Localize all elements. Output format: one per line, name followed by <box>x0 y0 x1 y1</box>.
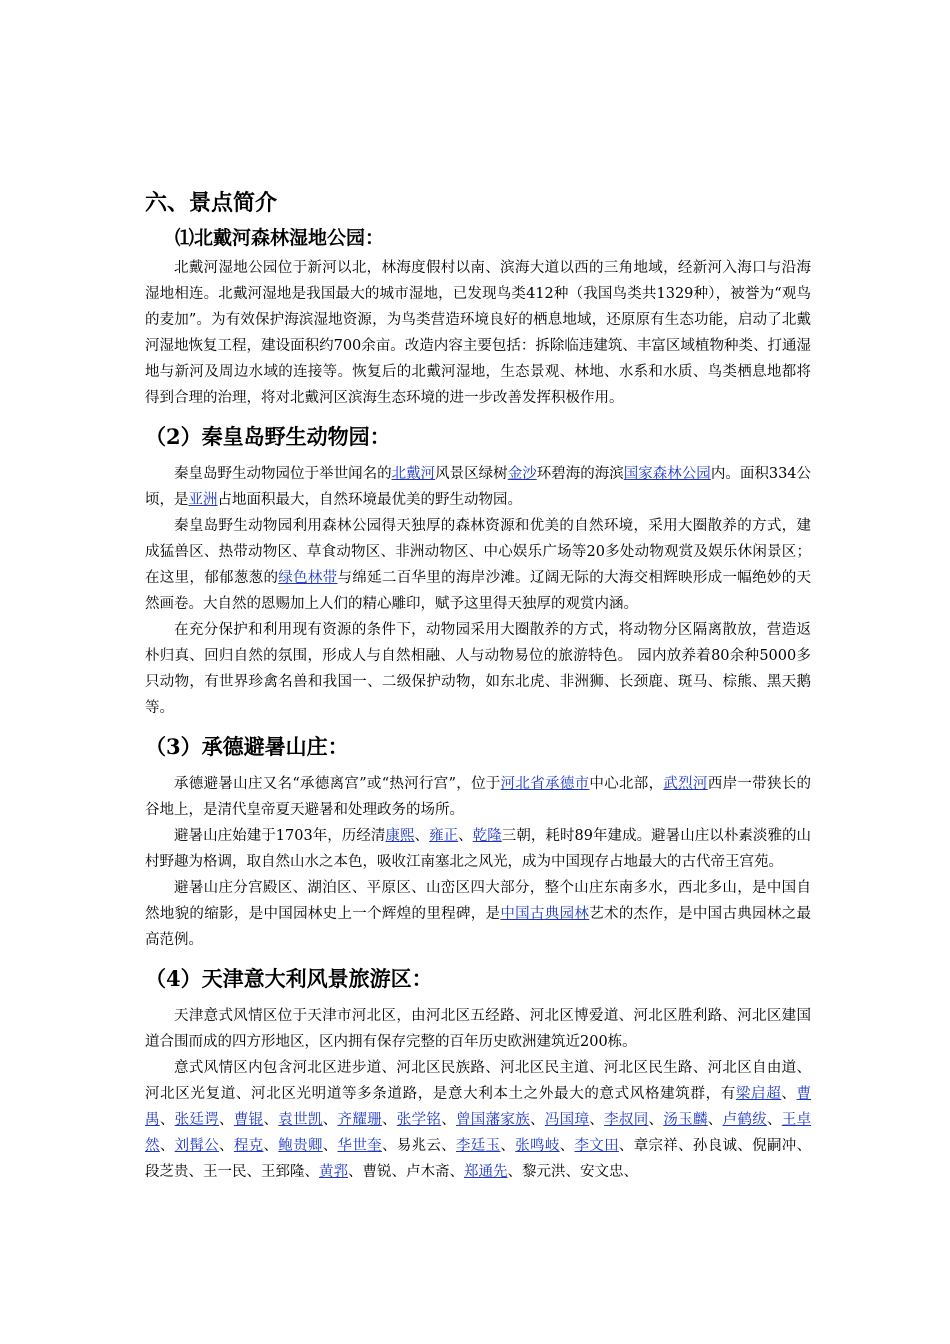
heading-tianjin-italian-zone: （4）天津意大利风景旅游区： <box>145 966 433 991</box>
link-person-name[interactable]: 袁世凯 <box>278 1112 323 1128</box>
document-content <box>145 185 811 1185</box>
link-person-name[interactable]: 鲍贵卿 <box>278 1138 323 1154</box>
resident-name-links-2: 李廷玉、张鸣岐、李文田 <box>456 1138 619 1154</box>
link-person-name[interactable]: 程克 <box>233 1138 264 1154</box>
link-huang-fu[interactable]: 黄郛 <box>319 1164 348 1180</box>
paragraph-resort-areas: 避暑山庄分宫殿区、湖泊区、平原区、山峦区四大部分，整个山庄东南多水，西北多山，是中国自然地貌的缩影，是中国园林史上一个辉煌的里程碑，是中国古典园林艺术的杰作，是中国古典园林之最高范例。 <box>145 880 812 948</box>
link-person-name[interactable]: 齐耀珊 <box>337 1112 382 1128</box>
link-person-name[interactable]: 张学铭 <box>396 1112 442 1128</box>
paragraph-zoo-animals: 在充分保护和利用现有资源的条件下，动物园采用大圈散养的方式，将动物分区隔离散放，营造返朴归真、回归自然的氛围，形成人与自然相融、人与动物易位的旅游特色。 园内放养着80余种5000多只动物，有世界珍禽名兽和我国一、二级保护动物，如东北虎、非洲狮、长颈鹿、斑马、棕熊、黑天鹅等。 <box>145 622 811 716</box>
paragraph-zoo-location: 秦皇岛野生动物园位于举世闻名的北戴河风景区绿树金沙环碧海的海滨国家森林公园内。面积334公顷，是亚洲占地面积最大，自然环境最优美的野生动物园。 <box>145 466 812 508</box>
link-yongzheng[interactable]: 雍正 <box>429 828 459 844</box>
link-person-name[interactable]: 李叔同 <box>604 1112 649 1128</box>
link-kangxi[interactable]: 康熙 <box>385 828 415 844</box>
link-chinese-classical-garden[interactable]: 中国古典园林 <box>500 906 590 922</box>
link-jinsha[interactable]: 金沙 <box>507 466 537 482</box>
link-beidaihe[interactable]: 北戴河 <box>391 466 436 482</box>
link-green-forest-belt[interactable]: 绿色林带 <box>278 570 338 586</box>
paragraph-resort-location: 承德避暑山庄又名“承德离宫”或“热河行宫”，位于河北省承德市中心北部，武烈河西岸一带狭长的谷地上，是清代皇帝夏天避暑和处理政务的场所。 <box>145 776 812 818</box>
link-person-name[interactable]: 曾国藩家族 <box>456 1112 531 1128</box>
heading-chengde-mountain-resort: （3）承德避暑山庄： <box>145 734 349 759</box>
section-title: 六、景点简介 <box>145 190 278 216</box>
link-zheng-tongxian[interactable]: 郑通先 <box>464 1164 508 1180</box>
link-chengde-city[interactable]: 河北省承德市 <box>500 776 590 792</box>
link-person-name[interactable]: 卢鹤绂 <box>722 1112 767 1128</box>
link-person-name[interactable]: 曹锟 <box>233 1112 264 1128</box>
paragraph-italian-zone-location: 天津意式风情区位于天津市河北区，由河北区五经路、河北区博爱道、河北区胜利路、河北区建国道合围而成的四方形地区，区内拥有保存完整的百年历史欧洲建筑近200栋。 <box>145 1008 811 1050</box>
link-person-name[interactable]: 冯国璋 <box>544 1112 590 1128</box>
resident-name-links: 梁启超、曹禺、张廷谔、曹锟、袁世凯、齐耀珊、张学铭、曾国藩家族、冯国璋、李叔同、汤玉麟、卢鹤绂、王卓然、刘髯公、程克、鲍贵卿、华世奎 <box>145 1086 812 1154</box>
link-person-name[interactable]: 梁启超 <box>735 1086 782 1102</box>
heading-qinhuangdao-zoo: （2）秦皇岛野生动物园： <box>145 424 391 449</box>
link-person-name[interactable]: 刘髯公 <box>174 1138 220 1154</box>
link-person-name[interactable]: 王卓然 <box>145 1112 812 1154</box>
link-national-forest-park[interactable]: 国家森林公园 <box>623 466 711 482</box>
link-person-name[interactable]: 张廷谔 <box>174 1112 220 1128</box>
link-person-name[interactable]: 曹禺 <box>145 1086 812 1128</box>
link-person-name[interactable]: 汤玉麟 <box>663 1112 708 1128</box>
heading-beidaihe-wetland: ⑴北戴河森林湿地公园： <box>175 227 385 249</box>
paragraph-beidaihe-wetland: 北戴河湿地公园位于新河以北，林海度假村以南、滨海大道以西的三角地域，经新河入海口与沿海湿地相连。北戴河湿地是我国最大的城市湿地，已发现鸟类412种（我国鸟类共1329种），被誉为“观鸟的麦加”。为有效保护海滨湿地资源，为鸟类营造环境良好的栖息地域，还原原有生态功能，启动了北戴河湿地恢复工程，建设面积约700余亩。改造内容主要包括：拆除临违建筑、丰富区域植物种类、打通湿地与新河及周边水域的连接等。恢复后的北戴河湿地，生态景观、林地、水系和水质、鸟类栖息地都将得到合理的治理，将对北戴河区滨海生态环境的进一步改善发挥积极作用。 <box>145 260 811 406</box>
link-person-name[interactable]: 华世奎 <box>337 1138 382 1154</box>
link-person-name[interactable]: 李廷玉 <box>456 1138 501 1154</box>
link-qianlong[interactable]: 乾隆 <box>472 828 502 844</box>
link-wulie-river[interactable]: 武烈河 <box>663 776 708 792</box>
link-asia[interactable]: 亚洲 <box>188 492 218 508</box>
link-person-name[interactable]: 张鸣岐 <box>515 1138 560 1154</box>
paragraph-italian-zone-residents: 意式风情区内包含河北区进步道、河北区民族路、河北区民主道、河北区民生路、河北区自由道、河北区光复道、河北区光明道等多条道路，是意大利本土之外最大的意式风格建筑群，有梁启超、曹禺、张廷谔、曹锟、袁世凯、齐耀珊、张学铭、曾国藩家族、冯国璋、李叔同、汤玉麟、卢鹤绂、王卓然、刘髯公、程克、鲍贵卿、华世奎、易兆云、李廷玉、张鸣岐、李文田、章宗祥、孙良诚、倪嗣冲、段芝贵、王一民、王郅隆、黄郛、曹锐、卢木斋、郑通先、黎元洪、安文忠、 <box>145 1060 812 1180</box>
link-person-name[interactable]: 李文田 <box>574 1138 619 1154</box>
paragraph-zoo-features: 秦皇岛野生动物园利用森林公园得天独厚的森林资源和优美的自然环境，采用大圈散养的方式，建成猛兽区、热带动物区、草食动物区、非洲动物区、中心娱乐广场等20多处动物观赏及娱乐休闲景区；在这里，郁郁葱葱的绿色林带与绵延二百华里的海岸沙滩。辽阔无际的大海交相辉映形成一幅绝妙的天然画卷。大自然的恩赐加上人们的精心雕印，赋予这里得天独厚的观赏内涵。 <box>145 518 812 612</box>
paragraph-resort-history: 避暑山庄始建于1703年，历经清康熙、雍正、乾隆三朝，耗时89年建成。避暑山庄以朴素淡雅的山村野趣为格调，取自然山水之本色，吸收江南塞北之风光，成为中国现存占地最大的古代帝王宫苑。 <box>145 828 812 870</box>
